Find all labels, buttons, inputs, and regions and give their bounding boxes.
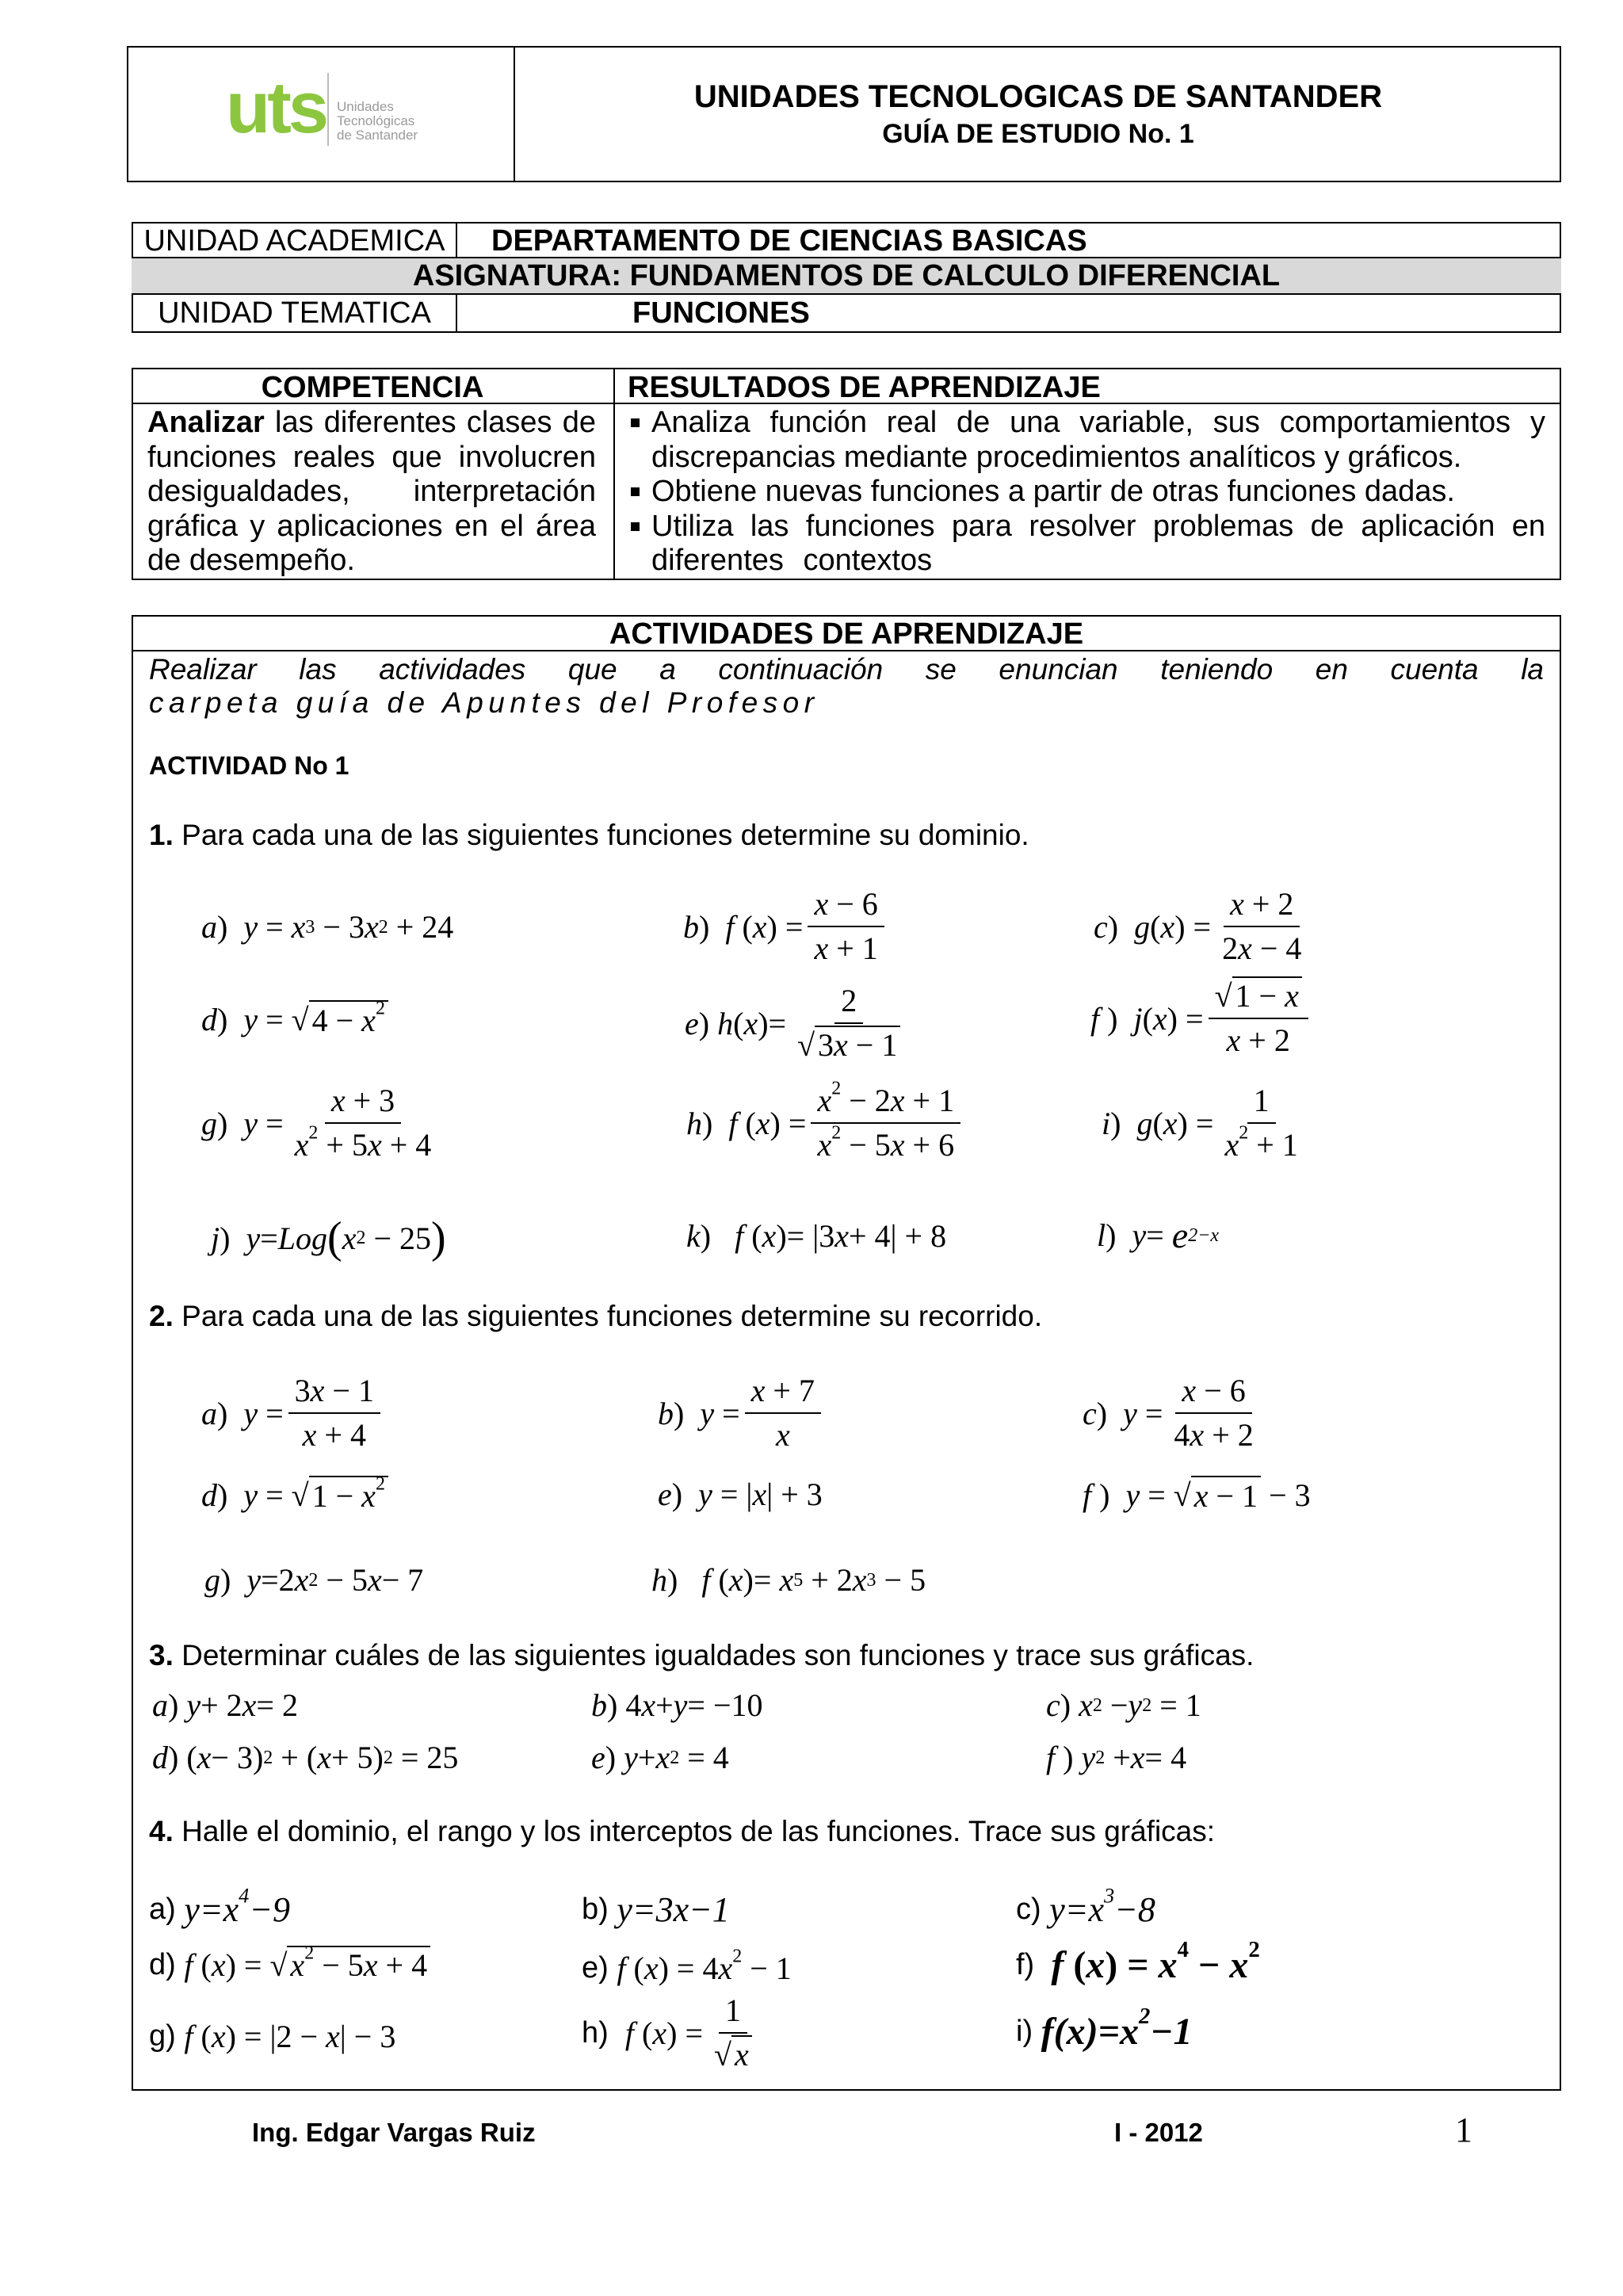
competencia-verb: Analizar <box>147 406 265 439</box>
q2-d: d ) y = √ $1 - x^2$ <box>201 1476 388 1515</box>
bullet-icon <box>631 418 640 427</box>
q2-g: g ) y =2 x 2 − 5 x − 7 <box>204 1562 424 1598</box>
question-1: 1. Para cada una de las siguientes funciones determine su dominio. <box>149 819 1029 851</box>
logo-mark: uts <box>226 67 326 148</box>
q3-a: a ) y + 2 x = 2 <box>152 1687 298 1723</box>
q2-a: a ) y = $\frac{3x - 1}{x + 4}$ <box>201 1373 385 1454</box>
competencia-text: Analizar las diferentes clases de funciones reales que involucren desigualdades, interpretación gráfica y aplicaciones en el área de desempeño. <box>147 406 596 577</box>
q2-f: f ) y = √ x − 1 − 3 <box>1083 1477 1311 1514</box>
q1-i: i ) g ( x ) = $\frac{1}{x^2 + 1}$ <box>1102 1083 1298 1163</box>
q1-e: e ) h ( x )= $\frac{2}{√ 3x - 1}$ <box>685 983 911 1064</box>
bullet-icon <box>631 487 640 496</box>
unidad-academica-label: UNIDAD ACADEMICA <box>143 224 445 258</box>
q1-b: b ) f ( x ) = $\frac{x - 6}{x + 1}$ <box>683 886 889 967</box>
actividades-intro-line1: Realizar las actividades que a continuación se enuncian teniendo en cuenta la <box>149 653 1544 686</box>
q3-c: c ) x 2 − y 2 = 1 <box>1046 1687 1201 1723</box>
footer-period: I - 2012 <box>1114 2118 1203 2147</box>
q4-h: h) f ( x ) = $\frac{1}{√ x}$ <box>582 1992 763 2073</box>
q3-b: b ) 4 x + y = −10 <box>591 1687 763 1723</box>
q4-g: g) f (x) = |2 − x| − 3 <box>149 2019 396 2054</box>
q1-g: g ) y = $\frac{x + 3}{x^2 + 5x + 4}$ <box>201 1083 432 1163</box>
actividades-header: ACTIVIDADES DE APRENDIZAJE <box>609 617 1084 651</box>
q1-h: h ) f ( x ) = $\frac{x^2 - 2x + 1}{x^2 - 5x + 6}$ <box>686 1083 965 1163</box>
logo-text-2: Tecnológicas <box>337 113 415 128</box>
q4-f: f) f $(x) = x^4 - x^2$ <box>1016 1937 1260 1986</box>
unidad-tematica-label: UNIDAD TEMATICA <box>158 296 431 330</box>
q4-b: b) y=3x−1 <box>582 1890 730 1929</box>
resultado-3-line1: Utiliza las funciones para resolver problemas de aplicación en <box>651 509 1545 543</box>
q1-a: a ) y = x 3 − 3 x 2 + 24 <box>201 909 454 945</box>
actividad-title: ACTIVIDAD No 1 <box>149 751 349 780</box>
logo-separator <box>327 73 329 146</box>
question-4: 4. Halle el dominio, el rango y los interceptos de las funciones. Trace sus gráficas: <box>149 1815 1216 1847</box>
q1-k: k ) f ( x )= |3 x + 4| + 8 <box>686 1218 947 1254</box>
q3-f: f ) y 2 + x = 4 <box>1046 1740 1187 1775</box>
resultado-1-line2: discrepancias mediante procedimientos analíticos y gráficos. <box>651 440 1462 474</box>
q1-l: l ) y = e 2−x <box>1097 1215 1220 1255</box>
question-3: 3. Determinar cuáles de las siguientes igualdades son funciones y trace sus gráficas. <box>149 1639 1254 1671</box>
q2-h: h ) f ( x )= x 5 + 2 x 3 − 5 <box>651 1562 926 1598</box>
uts-logo <box>226 67 464 160</box>
q4-d: d) f (x) = √ $x^2 - 5x + 4$ <box>149 1946 430 1984</box>
bullet-icon <box>631 522 640 531</box>
q1-j: j ) y = Log ( x 2 − 25 ) <box>211 1213 446 1263</box>
guide-title: GUÍA DE ESTUDIO No. 1 <box>882 119 1194 149</box>
actividades-intro-line2: carpeta guía de Apuntes del Profesor <box>149 686 819 719</box>
logo-text-1: Unidades <box>337 99 394 114</box>
competencia-header: COMPETENCIA <box>261 371 484 404</box>
unidad-tematica-value: FUNCIONES <box>632 296 810 330</box>
footer-author: Ing. Edgar Vargas Ruiz <box>252 2118 536 2147</box>
q1-f: f ) j ( x ) = $\frac{√ 1 - x}{x + 2}$ <box>1090 978 1313 1059</box>
q3-d: d ) ( x − 3) 2 + ( x + 5) 2 = 25 <box>152 1740 459 1775</box>
q1-c: c ) g ( x ) = $\frac{x + 2}{2x - 4}$ <box>1094 886 1302 966</box>
q4-c: c) $y=x^3-8$ <box>1016 1883 1155 1929</box>
q2-e: e ) y = | x | + 3 <box>658 1477 823 1512</box>
q2-b: b ) y = $\frac{x + 7}{x}$ <box>658 1373 826 1454</box>
resultados-header: RESULTADOS DE APRENDIZAJE <box>628 371 1101 404</box>
asignatura: ASIGNATURA: FUNDAMENTOS DE CALCULO DIFERENCIAL <box>412 259 1281 292</box>
question-2: 2. Para cada una de las siguientes funciones determine su recorrido. <box>149 1300 1043 1332</box>
q3-e: e ) y + x 2 = 4 <box>591 1740 729 1775</box>
resultado-1-line1: Analiza función real de una variable, sus comportamientos y <box>651 406 1545 439</box>
q4-a: a) $y=x^4-9$ <box>149 1883 291 1929</box>
q4-e: e) f $(x) = 4x^2 - 1$ <box>582 1946 792 1986</box>
unidad-academica-value: DEPARTAMENTO DE CIENCIAS BASICAS <box>491 224 1087 258</box>
resultados-list <box>631 406 1545 579</box>
institution-title: UNIDADES TECNOLOGICAS DE SANTANDER <box>693 79 1383 114</box>
q2-c: c ) y = $\frac{x - 6}{4x + 2}$ <box>1083 1373 1254 1453</box>
resultado-3-line2: diferentes contextos <box>651 544 933 577</box>
q4-i: i) $f(x)=x^2-1$ <box>1016 2004 1193 2053</box>
page-number: 1 <box>1455 2111 1472 2149</box>
q1-d: d ) y = √ $4 - x^2$ <box>201 1000 388 1039</box>
logo-text-3: de Santander <box>337 128 418 143</box>
resultado-2-line1: Obtiene nuevas funciones a partir de otras funciones dadas. <box>651 475 1455 508</box>
